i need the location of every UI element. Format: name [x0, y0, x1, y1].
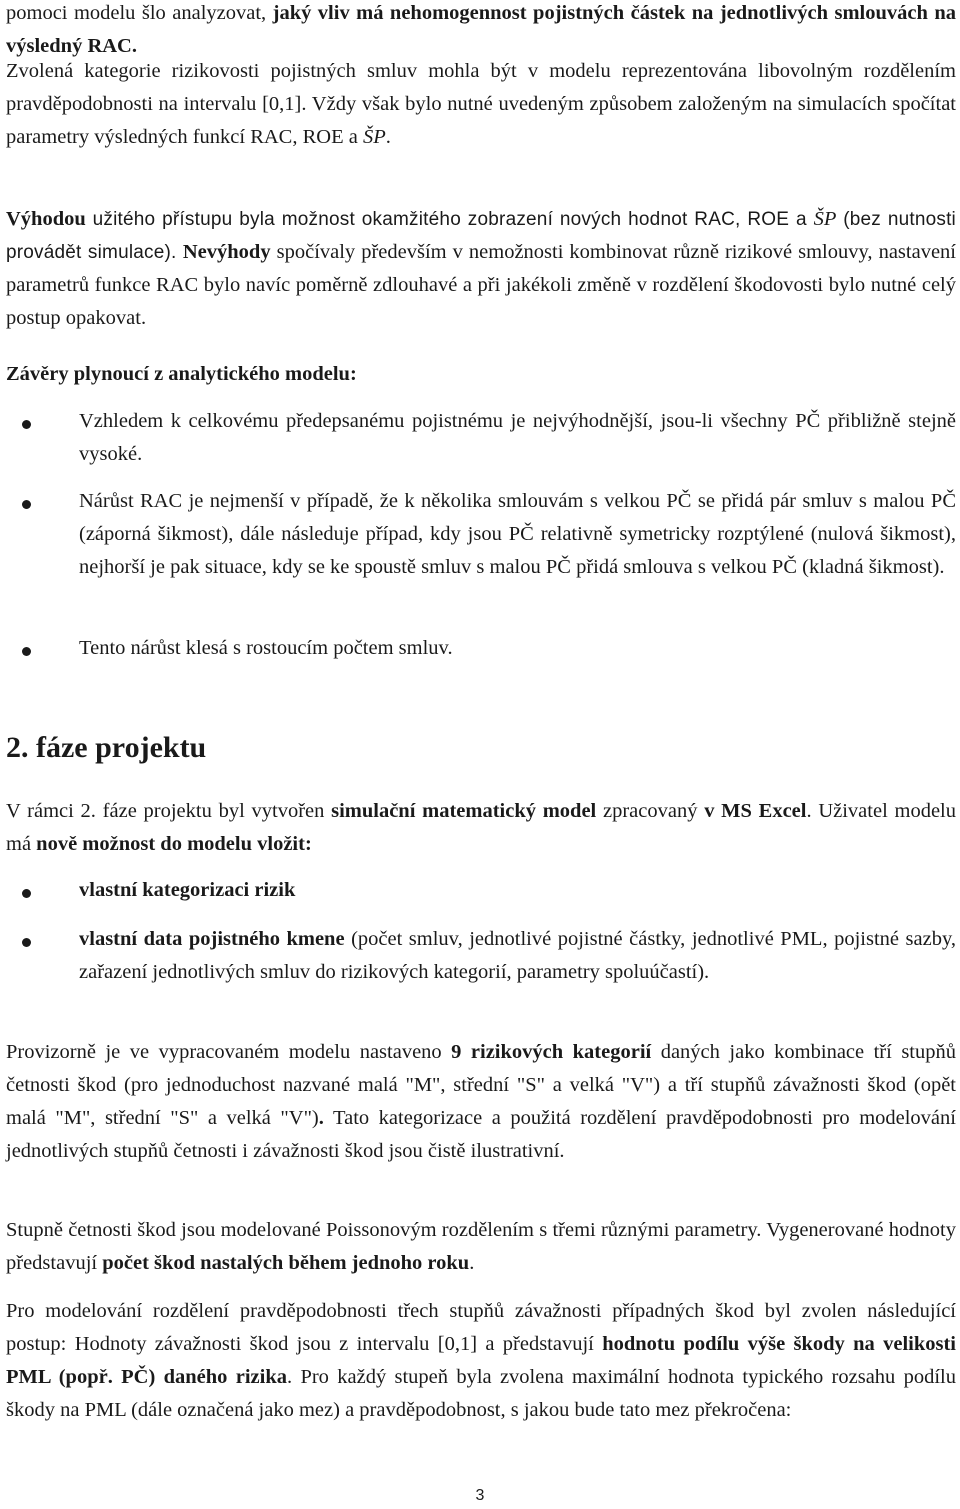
text-run: zpracovaný [596, 800, 705, 822]
conclusions-title: Závěry plynoucí z analytického modelu: [6, 363, 357, 385]
bullet-item: vlastní kategorizaci rizik [79, 879, 296, 901]
bullet-dot [22, 647, 31, 656]
text-run: Tato kategorizace a použitá rozdělení pravděpodobnosti pro modelování jednotlivých stupňů četnosti i závažnosti škod jsou čistě ilustrativní. [6, 1107, 956, 1162]
bold-run: simulační matematický model [331, 800, 597, 822]
paragraph-severity [6, 1295, 956, 1427]
paragraph-advantages [6, 203, 956, 335]
paragraph-phase2 [6, 795, 956, 861]
bold-run: v MS Excel [704, 800, 807, 822]
text-run: . Uživatel modelu má [6, 800, 956, 855]
paragraph-risk-category [6, 55, 956, 154]
bullet-item: Vzhledem k celkovému předepsanému pojistnému je nejvýhodnější, jsou-li všechny PČ přibližně stejně vysoké. [79, 410, 956, 465]
text-run: . Pro každý stupeň byla zvolena maximální hodnota typického rozsahu podílu škody na PML (dále označená jako mez) a pravděpodobnost, s jakou bude tato mez překročena: [6, 1366, 957, 1421]
text-run: Provizorně je ve vypracovaném modelu nastaveno [6, 1041, 452, 1063]
italic-run: ŠP [362, 126, 386, 148]
paragraph-intro [6, 0, 956, 63]
italic-run: ŠP [813, 208, 837, 230]
bold-run: Nevýhody [182, 241, 271, 263]
bold-run: jaký vliv má nehomogennost pojistných částek na jednotlivých smlouvách na výsledný RAC. [6, 2, 956, 57]
bold-run: vlastní data pojistného kmene [79, 928, 345, 950]
text-run: (počet smluv, jednotlivé pojistné částky, jednotlivé PML, pojistné sazby, zařazení jednotlivých smluv do rizikových kategorií, parametry spoluúčastí). [79, 928, 956, 983]
bullet-item [79, 923, 956, 989]
bold-run: hodnotu podílu výše škody na velikosti PML (popř. PČ) daného rizika [6, 1333, 956, 1388]
text-run: Zvolená kategorie rizikovosti pojistných smluv mohla být v modelu reprezentována libovolným rozdělením pravděpodobnosti na intervalu [0,1]. Vždy však bylo nutné uvedeným způsobem založeným na simulacích spočítat parametry výsledných funkcí RAC, ROE a [6, 60, 956, 148]
paragraph-risk-categories [6, 1036, 956, 1168]
text-run: Pro modelování rozdělení pravděpodobnosti třech stupňů závažnosti případných škod byl zvolen následující postup: Hodnoty závažnosti škod jsou z intervalu [0,1] a představují [6, 1300, 956, 1355]
text-run: V rámci 2. fáze projektu byl vytvořen [6, 800, 332, 822]
bullet-item: Tento nárůst klesá s rostoucím počtem smluv. [79, 637, 453, 659]
text-run: . [385, 126, 391, 148]
text-run: Stupně četnosti škod jsou modelované Poissonovým rozdělením s třemi různými parametry. Vygenerované hodnoty představují [6, 1219, 956, 1274]
text-run: pomoci modelu šlo analyzovat, [6, 2, 273, 24]
bold-run: 9 rizikových kategorií [451, 1041, 652, 1063]
page-number: 3 [475, 1487, 485, 1504]
section-heading: 2. fáze projektu [6, 731, 207, 764]
text-run: . [469, 1252, 475, 1274]
bullet-item: Nárůst RAC je nejmenší v případě, že k několika smlouvám s velkou PČ se přidá pár smluv s malou PČ (záporná šikmost), dále následuje případ, kdy jsou PČ relativně symetricky rozptýlené (nulová šikmost), nejhorší je pak situace, kdy se ke spoustě smluv s malou PČ přidá smlouva s velkou PČ (kladná šikmost). [79, 490, 956, 578]
text-run: spočívaly především v nemožnosti kombinovat různě rizikové smlouvy, nastavení parametrů funkce RAC bylo navíc poměrně zdlouhavé a při jakékoli změně v rozdělení škodovosti bylo nutné celý postup opakovat. [6, 241, 956, 329]
bullet-dot [22, 420, 31, 429]
text-run: daných jako kombinace tří stupňů četnosti škod (pro jednoduchost nazvané malá "M", střední "S" a velká "V") a tří stupňů závažnosti škod (opět malá "M", střední "S" a velká "V") [6, 1041, 956, 1129]
text-run: (bez nutnosti provádět simulace). [6, 209, 956, 263]
bullet-dot [22, 889, 31, 898]
bullet-dot [22, 500, 31, 509]
bold-run: . [318, 1107, 324, 1129]
bold-run: Výhodou [6, 208, 86, 230]
bold-run: nově možnost do modelu vložit: [36, 833, 312, 855]
bullet-dot [22, 938, 31, 947]
text-run: užitého přístupu byla možnost okamžitého zobrazení nových hodnot RAC, ROE a [85, 209, 814, 230]
paragraph-frequency [6, 1214, 956, 1280]
bold-run: počet škod nastalých během jednoho roku [102, 1252, 470, 1274]
